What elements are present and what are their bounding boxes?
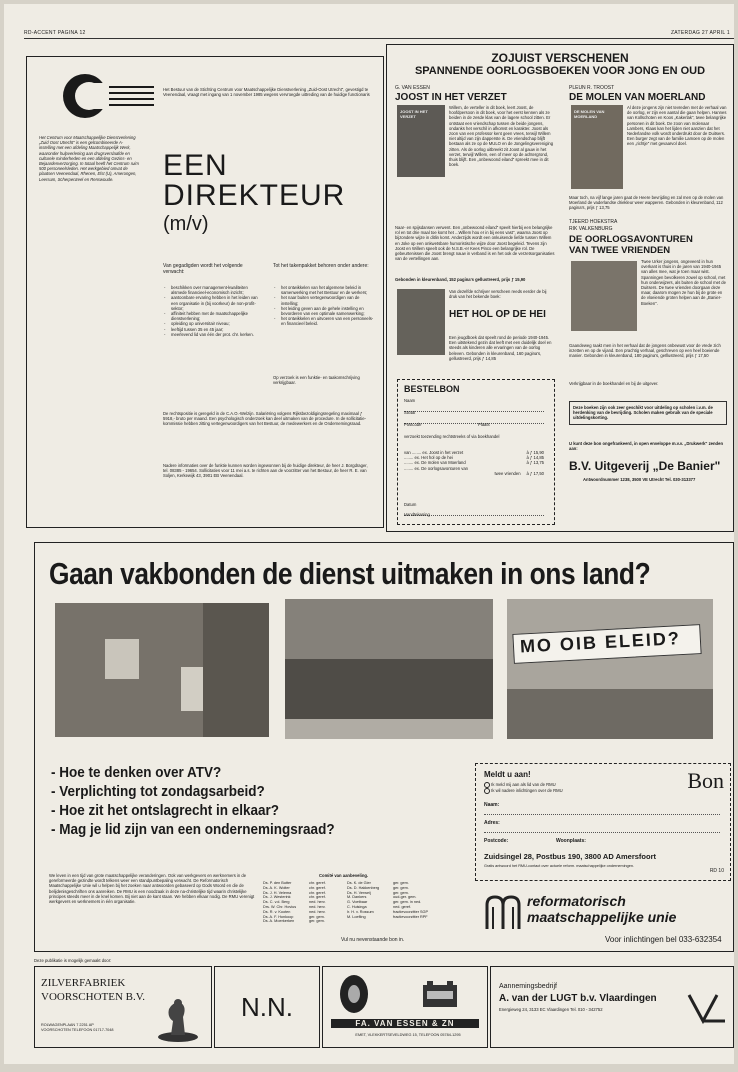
contact-paragraph: Nadere informaties over de funktie kunnen worden ingewonnen bij de huidige direkteur, de heer J. Borgdrager, tel. 08385 - 19654. Sollicitaties voor 11 mei a.s. te richten aan de voorzitter van het Bestuur, de heer R. E. van Soljen, Kerkewijk 43, 3901 EB Veenendaal. <box>163 463 368 479</box>
committee-name: Ds. C. v.d. Berg <box>263 900 290 905</box>
header-rule <box>24 38 734 39</box>
fill-coupon-note: Vul nu nevenstaande bon in. <box>341 937 405 943</box>
van-essen-logo: FA. VAN ESSEN & ZN <box>331 1019 479 1028</box>
order-row[interactable] <box>404 471 544 476</box>
rmu-name-line1: reformatorisch <box>527 893 626 909</box>
committee-churches <box>309 881 345 924</box>
rmu-place-field[interactable] <box>556 838 586 844</box>
book4-text: Twee Urker jongens, ongeveerd in hun overkant is thuis in de jaren van 1940-1945 van alles mee, wat je toen maar wist. Spanningen bevolkeren zowel op school, met hun onderwijzers, als buiten de school met de Duitsers. De twee vrienden doorgaan deze maar, daarom mogen ze hun bij de grote en de vloeiende groten helpen aan de „Banier-Boeken". <box>641 259 726 306</box>
committee-name: M. Dankers <box>347 895 367 900</box>
book4-author2: RIK VALKENBURG <box>569 226 613 232</box>
order-row-price: à ƒ 14,85 <box>526 455 544 461</box>
requirements-heading: Van gegadigden wordt het volgende verwacht: <box>163 263 243 275</box>
requirement-item: - meerlevend lid van één der prot. chr. kerken. <box>171 332 261 337</box>
book1-author: G. VAN ESSEN <box>395 85 430 91</box>
van-essen-address: EMET, VLEKKERTSEVELDWEG 15, TELEFOON 05784-1295 <box>355 1033 461 1037</box>
task-item: - het leiding geven aan de gehele instelling en bevorderen van een optimale samenwerking; <box>281 306 377 316</box>
committee-name: Ds. A. F. Honkoop <box>263 914 294 919</box>
book1-text: Willem, de verteller in dit boek, leert Joost, de hoofdpersoon in dit boek, voor het eerst kennen als ze beiden in de zesde klas van de lagere school zitten. Er ontstaat een vriendschap tussen de beide jongens, ondanks het verschil in afkomst en karakter. Joost als zoon van een professor kent geen vrees, terwijl Willem niet altijd van zijn dapperste is. De vriendschap blijft bestaan als ze op de MULO en de Jongelingsvereniging zitten. Als de oorlog uitbreekt zit Joost al gauw in het verzet, terwijl Willem, een of meer op de achtergrond, thuis blijft. Een „onbewoond eiland" spreekt mee in dit boek. <box>449 105 554 168</box>
committee-church: ger. gem. in ned. <box>393 900 422 905</box>
publisher-name: B.V. Uitgeverij „De Banier" <box>569 459 721 473</box>
committee-church: ger. gem. <box>393 885 409 890</box>
committee-church: ger. gem. <box>393 881 409 885</box>
banner-text: MO OIB ELEID? <box>519 628 682 657</box>
committee-church: fractievoorzitter SGP <box>393 909 429 914</box>
order-row-price: à ƒ 13,75 <box>526 460 544 466</box>
centrum-logo <box>59 71 159 121</box>
committee-church: oud-ger. gem. <box>393 895 417 900</box>
rmu-info-phone: Voor inlichtingen bel 033-632354 <box>605 935 722 944</box>
committee-church: ned. herv. <box>309 904 326 909</box>
sponsor-silverfactory <box>34 966 212 1048</box>
book4-tail: Verkrijgbaar in de boekhandel en bij de uitgever. <box>569 381 659 386</box>
committee-name: Ds. J. H. Velema <box>263 890 292 895</box>
committee-church: ned. herv. <box>309 900 326 905</box>
silver-trophy-icon <box>153 997 203 1043</box>
committee-church: ger. gem. <box>309 914 325 919</box>
book3-cover <box>397 289 445 355</box>
rmu-headline-wrap <box>49 557 719 593</box>
send-note: U kunt deze bon ongefrankeerd, in open enveloppe m.v.v. „Drukwerk" zenden aan: <box>569 441 724 452</box>
silver-name-2: VOORSCHOTEN B.V. <box>41 991 146 1003</box>
book2-text: Al deze jongens zijn niet tevreden met de verhaal van de oorlog, er zijn een aantal die gaan helpen. Hannes van Kollschoten en Koos „Kakerlak", twee belangrijke personen in dit boek. De zoon van molenaar Lambers, Klaas kan het lijden niet aanzien dat het Nederlandse volk wordt onderdrukt door de Duitsers. Een burger zegt van de familie Lamoen op de molen een „richtje" met gevaarvol doel. <box>627 105 727 147</box>
question-text: Hoe zit het ontslagrecht in elkaar? <box>59 802 280 819</box>
question-text: Mag je lid zijn van een ondernemingsraad? <box>59 821 335 838</box>
rmu-free-text: Gratis antwoord het RMU-contact over actuele reform. maatschappelijke ondernemingen. <box>484 864 635 868</box>
job-title-line3: (m/v) <box>163 213 209 235</box>
rmu-address-field[interactable] <box>484 820 720 833</box>
question-item: - Verplichting tot zondagsarbeid? <box>51 783 265 800</box>
nn-text: N.N. <box>241 992 293 1022</box>
order-row-price: à ƒ 17,50 <box>526 470 544 476</box>
book2-cover-title: DE MOLEN VAN MOERLAND <box>574 109 605 119</box>
committee-church: ger. gem. <box>309 919 325 924</box>
order-rows <box>404 450 544 476</box>
rmu-send-address: Zuidsingel 28, Postbus 190, 3800 AD Amersfoort <box>484 852 656 861</box>
book4-title1: DE OORLOGSAVONTUREN <box>569 234 693 245</box>
rmu-coupon-title: Meldt u aan! <box>484 770 531 779</box>
page-header-right: ZATERDAG 27 APRIL 1 <box>670 30 730 36</box>
order-row-label: ........ ex. Het hol op de hei <box>404 455 453 461</box>
order-row-label: ........ ex. De molen van Moerland <box>404 460 466 466</box>
option-label: Ik meld mij aan als lid van de RMU <box>491 782 556 788</box>
book3-text: Een jeugdboek dat speelt rond de periode 1940-1945. Een uitstekend gezin dat leeft met een duidelijk doel en steeds als kinderen alle ervaringen van de oorlog beleven. Gebonden in kleurenband, 160 pagina's, gellustreerd, prijs ƒ 14,85 <box>449 335 552 361</box>
committee-name: C. Huisinga <box>347 904 367 909</box>
rmu-logo <box>483 893 523 933</box>
committee-list-2 <box>347 881 391 919</box>
tasks-list <box>273 285 377 327</box>
centrum-description: Het Centrum voor Maatschappelijke Dienstverlening „Zuid Oost Utrecht" is een gelcombineerde A-instelling met een afdeling Maatschappelijk Werk, waaronder hulpverlening aan drugsverslaafde en culturele minderheden en een afdeling Gezins- en Bejaardenverzorging. In totaal heeft het Centrum ruim 500 personeelsleden. Het werkgebied omvat de plaatsen Veenendaal, Rhenen, Elst (U), Amerongen, Leersum, Scherpenzeel en Renswoude. <box>39 135 139 182</box>
book1-title: JOOST IN HET VERZET <box>395 92 507 103</box>
requirements-list <box>163 285 261 337</box>
name-line <box>484 806 720 815</box>
book4-author: TJEERD HOEKSTRA <box>569 219 618 225</box>
balcony-shape <box>285 719 493 739</box>
committee-church: fractievoorzitter RPF <box>393 914 428 919</box>
rmu-postcode-field[interactable] <box>484 838 508 844</box>
rmu-coupon <box>475 763 731 881</box>
legal-paragraph: De rechtspositie is geregeld in de C.A.O.-Welzijn. Salariëring volgens Rijksbezoldigingsregeling maximaal ƒ 5918,- bruto per maand. Een psychologisch onderzoek kan deel uitmaken van de procedure. In de sollicitatie-kommissie hebben zitting vertegenwoordigers van het Bestuur, de medewerkers en de Ondernemingsraad. <box>163 411 366 427</box>
requirement-item: - beschikken over management-kwaliteiten alsmede financieel-economisch inzicht; <box>171 285 261 295</box>
question-item: - Mag je lid zijn van een ondernemingsraad? <box>51 821 335 838</box>
option-label: Ik wil nadere inlichtingen over de RMU <box>491 788 563 794</box>
committee-title: Comité van aanbeveling. <box>319 873 369 878</box>
committee-churches-2 <box>393 881 443 919</box>
books-ad <box>386 44 734 532</box>
newspaper-page <box>4 4 734 1064</box>
vacancy-intro: Het Bestuur van de Stichting Centrum voor Maatschappelijke Dienstverlening „Zuid-Oost Utrecht", gevestigd te Veenendaal, vraagt met ingang van 1 november 1985 wegens vervroegde uittreding van de huidige functionaris <box>163 87 370 98</box>
committee-church: chr. geref. <box>309 890 326 895</box>
publisher-address: Antwoordnummer 1238, 3500 VE Utrecht Tel. 030-313377 <box>583 477 696 482</box>
committee-name: Ds. J. Westerink <box>263 895 291 900</box>
banner-cloth <box>512 624 701 664</box>
name-label: Naam: <box>484 802 500 808</box>
book1-cover <box>397 105 445 177</box>
vacancy-ad <box>26 56 384 528</box>
crowd-shape <box>507 689 713 739</box>
books-heading-2: SPANNENDE OORLOGSBOEKEN VOOR JONG EN OUD <box>414 65 706 77</box>
tire-icon <box>333 973 375 1015</box>
task-item: - het naar buiten vertegenwoordigen van de instelling; <box>281 295 377 305</box>
address-line <box>484 824 720 833</box>
sponsor-nn <box>214 966 320 1048</box>
committee-name: Drs. W. Chr. Hovius <box>263 904 297 909</box>
order-street-label: Straat <box>404 410 416 415</box>
committee-church: chr. geref. <box>309 885 326 890</box>
book2-text2: Maar toch, na vijf lange jaren gaat de Heere bevrijding en zal men op de molen van Moerland de vaderlandse driekleur weer wapperen. Gebonden in kleurenband, 112 pagina's, prijs ƒ 13,75 <box>569 195 724 211</box>
order-coupon <box>397 379 555 525</box>
poster-shape <box>105 639 139 679</box>
task-item: - het ontwikkelen van het algemene beleid in samenwerking met het Bestuur en de werkers; <box>281 285 377 295</box>
book4-text2: Gaandeweg raakt men in het verhaal dat de jongens onbewust voor de vrede zich inzetten en op de vijand. Een prachtig verhaal, geschreven op een heel boeiende manier. Gebonden in kleurenband, 180 pagina's, geïllustreerd, prijs ƒ 17,50 <box>569 343 721 359</box>
order-coupon-title: BESTELBON <box>404 384 460 394</box>
order-row-price: à ƒ 15,90 <box>526 450 544 455</box>
rmu-questions <box>51 763 366 839</box>
tasks-heading: Tot het takenpakket behoren onder andere: <box>273 263 369 269</box>
wall-shape <box>203 603 269 737</box>
silver-address: ROLWAGENPLAAN 7 2251 AP VOORSCHOTEN TELEFOON 01717-7048 <box>41 1023 114 1032</box>
order-postcode-label: Postcode <box>404 422 422 427</box>
book2-title: DE MOLEN VAN MOERLAND <box>569 92 706 103</box>
committee-name: Ds. A. Moerkerken <box>263 919 295 924</box>
committee-name: Ds. P. den Butter <box>263 881 292 885</box>
order-place-label: Plaats <box>478 422 490 427</box>
requirement-item: - affiniteit hebben met de maatschappelijke dienstverlening; <box>171 311 261 321</box>
book2-cover <box>571 105 623 189</box>
address-label: Adres: <box>484 820 500 826</box>
book1-text2: Naar- en spijsdansen verwent. Een „onbewoond eiland" speelt hierbij een belangrijke rol en tot drie maal toe komt het ...Willem hou er in bij eens vast", waarna Joost op bijzondere wijze in ditlin komt. Anderzijds wordt een onkuisende liefde tussen Willem en Joke op een onkwetsbare humoristische wijze door Joost begeleid. Tevens zijn Joost en Willem speelt ook de N.S.B.-er Kees Pinco een belangrijke rol. De gebeurtenissen die Joost brengt nauw in verband is en het ook de verzetsorganisaties van de vertellingen aan. <box>395 225 555 262</box>
order-text: verzoekt toezending rechtstreeks of via boekhandel <box>404 434 500 439</box>
task-item: - het ontwikkelen en uitvoeren van een personeels- en financieel beleid. <box>281 316 377 326</box>
order-row-label: van ........ ex. Joost in het verzet <box>404 450 464 455</box>
order-place-field[interactable] <box>478 422 544 427</box>
book3-intro: Van dezelfde schrijver verscheen reeds eerder de bij druk van het bekende boek: <box>449 289 547 300</box>
order-row-label: ........ ex. De oorlogsavonturen van <box>404 465 469 471</box>
bouw-name: A. van der LUGT b.v. Vlaardingen <box>499 993 657 1004</box>
book4-cover <box>571 261 637 331</box>
question-item: - Hoe te denken over ATV? <box>51 764 222 781</box>
rmu-headline: Gaan vakbonden de dienst uitmaken in ons land? <box>49 557 651 591</box>
order-sign-label: Handtekening <box>404 512 430 517</box>
committee-name: M. Loefling <box>347 914 366 919</box>
committee-church: ned. geref. <box>393 904 412 909</box>
job-title-line2: DIREKTEUR <box>163 179 346 212</box>
committee-name: Ds. H. Verweij <box>347 890 371 895</box>
silver-name-1: ZILVERFABRIEK <box>41 977 126 989</box>
rmu-name-line2: maatschappelijke unie <box>527 909 677 925</box>
order-name-label: Naam <box>404 398 416 403</box>
battery-icon <box>421 979 461 1009</box>
book2-author: PLEUN R. TROOST <box>569 85 615 91</box>
order-postcode-field[interactable] <box>404 422 474 427</box>
committee-church: ned. herv. <box>309 909 326 914</box>
rmu-ad <box>34 542 734 952</box>
tasks-tail: Op verzoek is een funktie- en taakomschrijving verkrijgbaar. <box>273 375 360 386</box>
photo-strike-poster <box>55 603 269 737</box>
crowd-shape <box>285 659 493 719</box>
committee-name: Ds. A. K. Wolter <box>263 885 290 890</box>
order-sign-field[interactable] <box>404 512 544 517</box>
committee-church: chr. geref. <box>309 895 326 900</box>
requirement-item: - leeftijd tussen 35 en 45 jaar; <box>171 327 261 332</box>
committee-name: Ir. H. v. Rossum <box>347 909 374 914</box>
order-row-label: twee vrienden <box>494 470 521 476</box>
sponsor-van-der-lugt <box>490 966 734 1048</box>
committee-name: Ds. R. v. Kooten <box>263 909 291 914</box>
committee-church: chr. geref. <box>309 881 326 885</box>
place-label: Woonplaats: <box>556 838 586 844</box>
order-date-label: Datum <box>404 502 417 507</box>
book3-title: HET HOL OP DE HEI <box>449 309 546 320</box>
requirement-item: - opleiding op universitair niveau; <box>171 321 261 326</box>
job-title-line1: EEN <box>163 149 228 182</box>
bouw-label: Aannemingsbedrijf <box>499 983 557 990</box>
books-heading-1: ZOJUIST VERSCHENEN <box>491 51 629 65</box>
book4-title2: VAN TWEE VRIENDEN <box>569 245 671 256</box>
committee-name: Ds. D. Hakkenberg <box>347 885 380 890</box>
photo-banner <box>507 599 713 739</box>
book1-price: Gebonden in kleurenband, 152 pagina's gellustreerd, prijs ƒ 15,90 <box>395 277 526 282</box>
question-text: Hoe te denken over ATV? <box>59 764 222 781</box>
question-text: Verplichting tot zondagsarbeid? <box>59 783 265 800</box>
rmu-name-field[interactable] <box>484 802 720 815</box>
sponsor-van-essen <box>322 966 488 1048</box>
bouw-address: Energieweg 24, 3133 EC Vlaardingen Tel. 010 - 342752 <box>499 1007 603 1012</box>
committee-name: Ds. K. de Gier <box>347 881 371 885</box>
committee-church: ger. gem. <box>393 890 409 895</box>
photo-protest-crowd <box>285 599 493 739</box>
requirement-item: - aantoonbare ervaring hebben in het leiden van een organisatie in (bij voorkeur) de non-profit-sektor; <box>171 295 261 311</box>
book1-cover-title: JOOST IN HET VERZET <box>400 109 428 119</box>
committee-name: G. Voetbaar <box>347 900 368 905</box>
radio-icon[interactable] <box>484 788 490 794</box>
rmu-coupon-bon: Bon <box>687 768 724 793</box>
rmu-option-info[interactable] <box>484 788 563 794</box>
postcode-label: Postcode: <box>484 838 509 844</box>
page-header-left: RD-ACCENT PAGINA 12 <box>24 30 86 36</box>
sponsor-note: Deze publikatie is mogelijk gemaakt door: <box>34 958 112 963</box>
bouw-logo <box>687 991 727 1025</box>
schools-note: Deze boeken zijn ook zeer geschikt voor uitdeling op scholen i.v.m. de herdenking van de bevrijding. Scholen maken gebruik van de speciale uitdelingskorting. <box>569 401 727 425</box>
rmu-body: We leven in een tijd van grote maatschappelijke veranderingen. Ook van werkgevers en werknemers in de gereformeerde gezindte wordt telkens weer een standpuntbepaling verwacht. De Reformatorisch Maatschappelijke Unie wil u helpen bij het zoeken naar antwoorden gebaseerd op Gods Woord en die de belijdenisgeschriften ons aanreiken. De RMU is een noodzaak in deze na-christelijke tijd waarin christelijke principes steeds meer in de knel komen. Bij niet aan de kant staan. We hebben elkaar nodig. De RMU verenigt werkgevers en werknemers in één organisatie. <box>49 873 255 905</box>
rmu-coupon-code: RD 10 <box>709 868 724 874</box>
question-item: - Hoe zit het ontslagrecht in elkaar? <box>51 802 280 819</box>
